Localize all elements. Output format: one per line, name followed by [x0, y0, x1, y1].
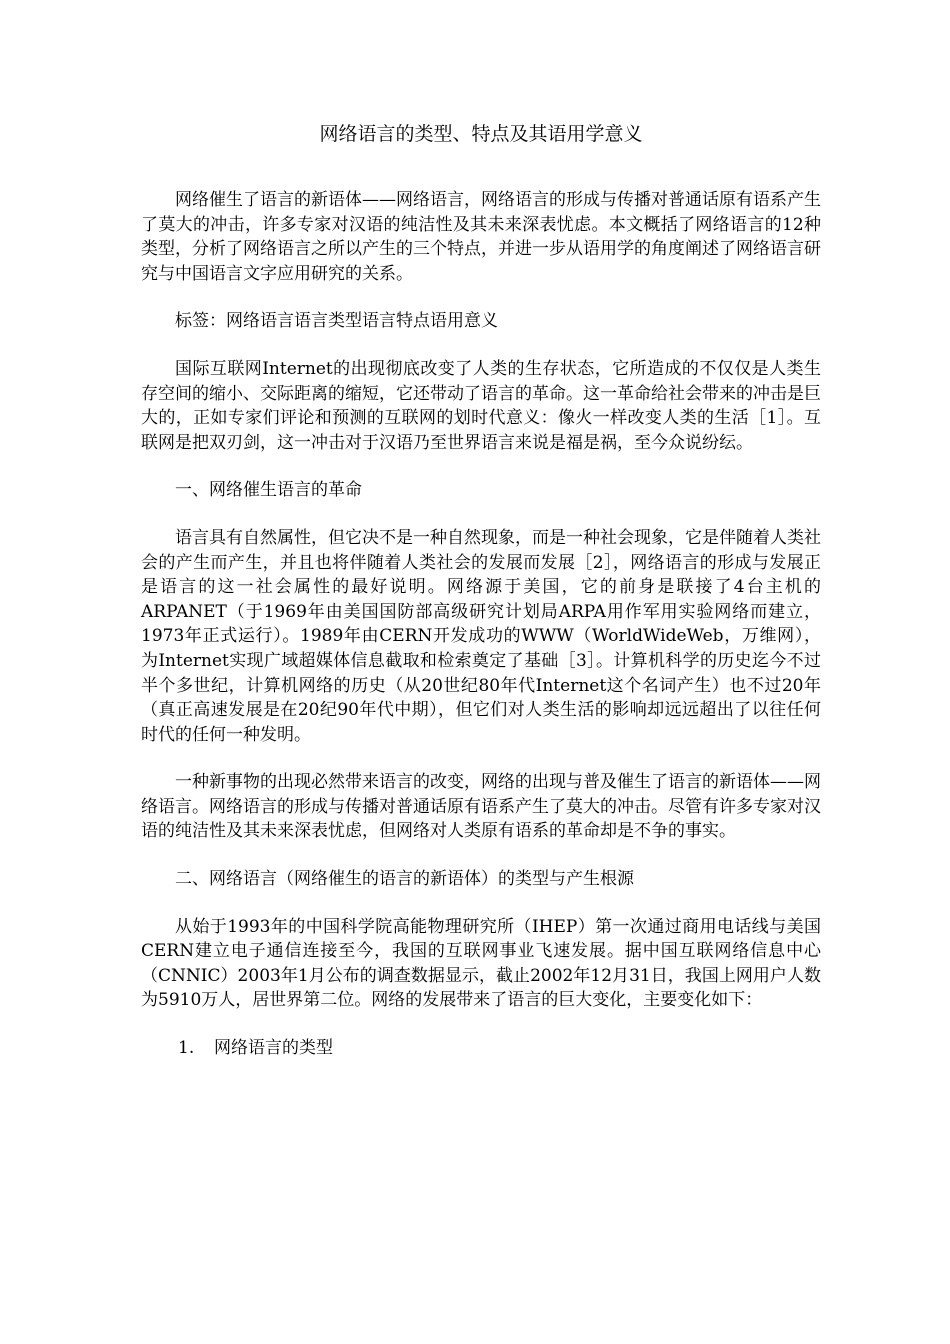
- section-heading-2: 二、网络语言（网络催生的语言的新语体）的类型与产生根源: [175, 869, 634, 890]
- document-title: 网络语言的类型、特点及其语用学意义: [319, 123, 643, 145]
- list-item-text: 网络语言的类型: [214, 1038, 333, 1059]
- section2-paragraph-1: 从始于1993年的中国科学院高能物理研究所（IHEP）第一次通过商用电话线与美国CERN建立电子通信连接至今，我国的互联网事业飞速发展。据中国互联网络信息中心（CNNIC）2003年1月公布的调查数据显示，截止2002年12月31日，我国上网用户人数为5910万人，居世界第二位。网络的发展带来了语言的巨大变化，主要变化如下：: [141, 916, 821, 1011]
- abstract-paragraph: 网络催生了语言的新语体——网络语言，网络语言的形成与传播对普通话原有语系产生了莫大的冲击，许多专家对汉语的纯洁性及其未来深表忧虑。本文概括了网络语言的12种类型，分析了网络语言之所以产生的三个特点，并进一步从语用学的角度阐述了网络语言研究与中国语言文字应用研究的关系。: [141, 190, 821, 284]
- intro-paragraph: 国际互联网Internet的出现彻底改变了人类的生存状态，它所造成的不仅仅是人类生存空间的缩小、交际距离的缩短，它还带动了语言的革命。这一革命给社会带来的冲击是巨大的，正如专家们评论和预测的互联网的划时代意义：像火一样改变人类的生活［1］。互联网是把双刃剑，这一冲击对于汉语乃至世界语言来说是福是祸，至今众说纷纭。: [141, 358, 821, 453]
- document-body: [141, 120, 821, 1061]
- section1-paragraph-2: 一种新事物的出现必然带来语言的改变，网络的出现与普及催生了语言的新语体——网络语言。网络语言的形成与传播对普通话原有语系产生了莫大的冲击。尽管有许多专家对汉语的纯洁性及其未来深表忧虑，但网络对人类原有语系的革命却是不争的事实。: [141, 772, 821, 842]
- tags-line: 标签：网络语言语言类型语言特点语用意义: [175, 311, 498, 332]
- list-item-number: 1.: [178, 1038, 195, 1059]
- list-item: [141, 1036, 821, 1061]
- section-heading-1: 一、网络催生语言的革命: [175, 480, 362, 501]
- section1-paragraph-1: 语言具有自然属性，但它决不是一种自然现象，而是一种社会现象，它是伴随着人类社会的产生而产生，并且也将伴随着人类社会的发展而发展［2］，网络语言的形成与发展正是语言的这一社会属性的最好说明。网络源于美国，它的前身是联接了4台主机的ARPANET（于1969年由美国国防部高级研究计划局ARPA用作军用实验网络而建立，1973年正式运行）。1989年由CERN开发成功的WWW（WorldWideWeb，万维网），为Internet实现广域超媒体信息截取和检索奠定了基础［3］。计算机科学的历史迄今不过半个多世纪，计算机网络的历史（从20世纪80年代Internet这个名词产生）也不过20年（真正高速发展是在20纪90年代中期），但它们对人类生活的影响却远远超出了以往任何时代的任何一种发明。: [141, 527, 821, 745]
